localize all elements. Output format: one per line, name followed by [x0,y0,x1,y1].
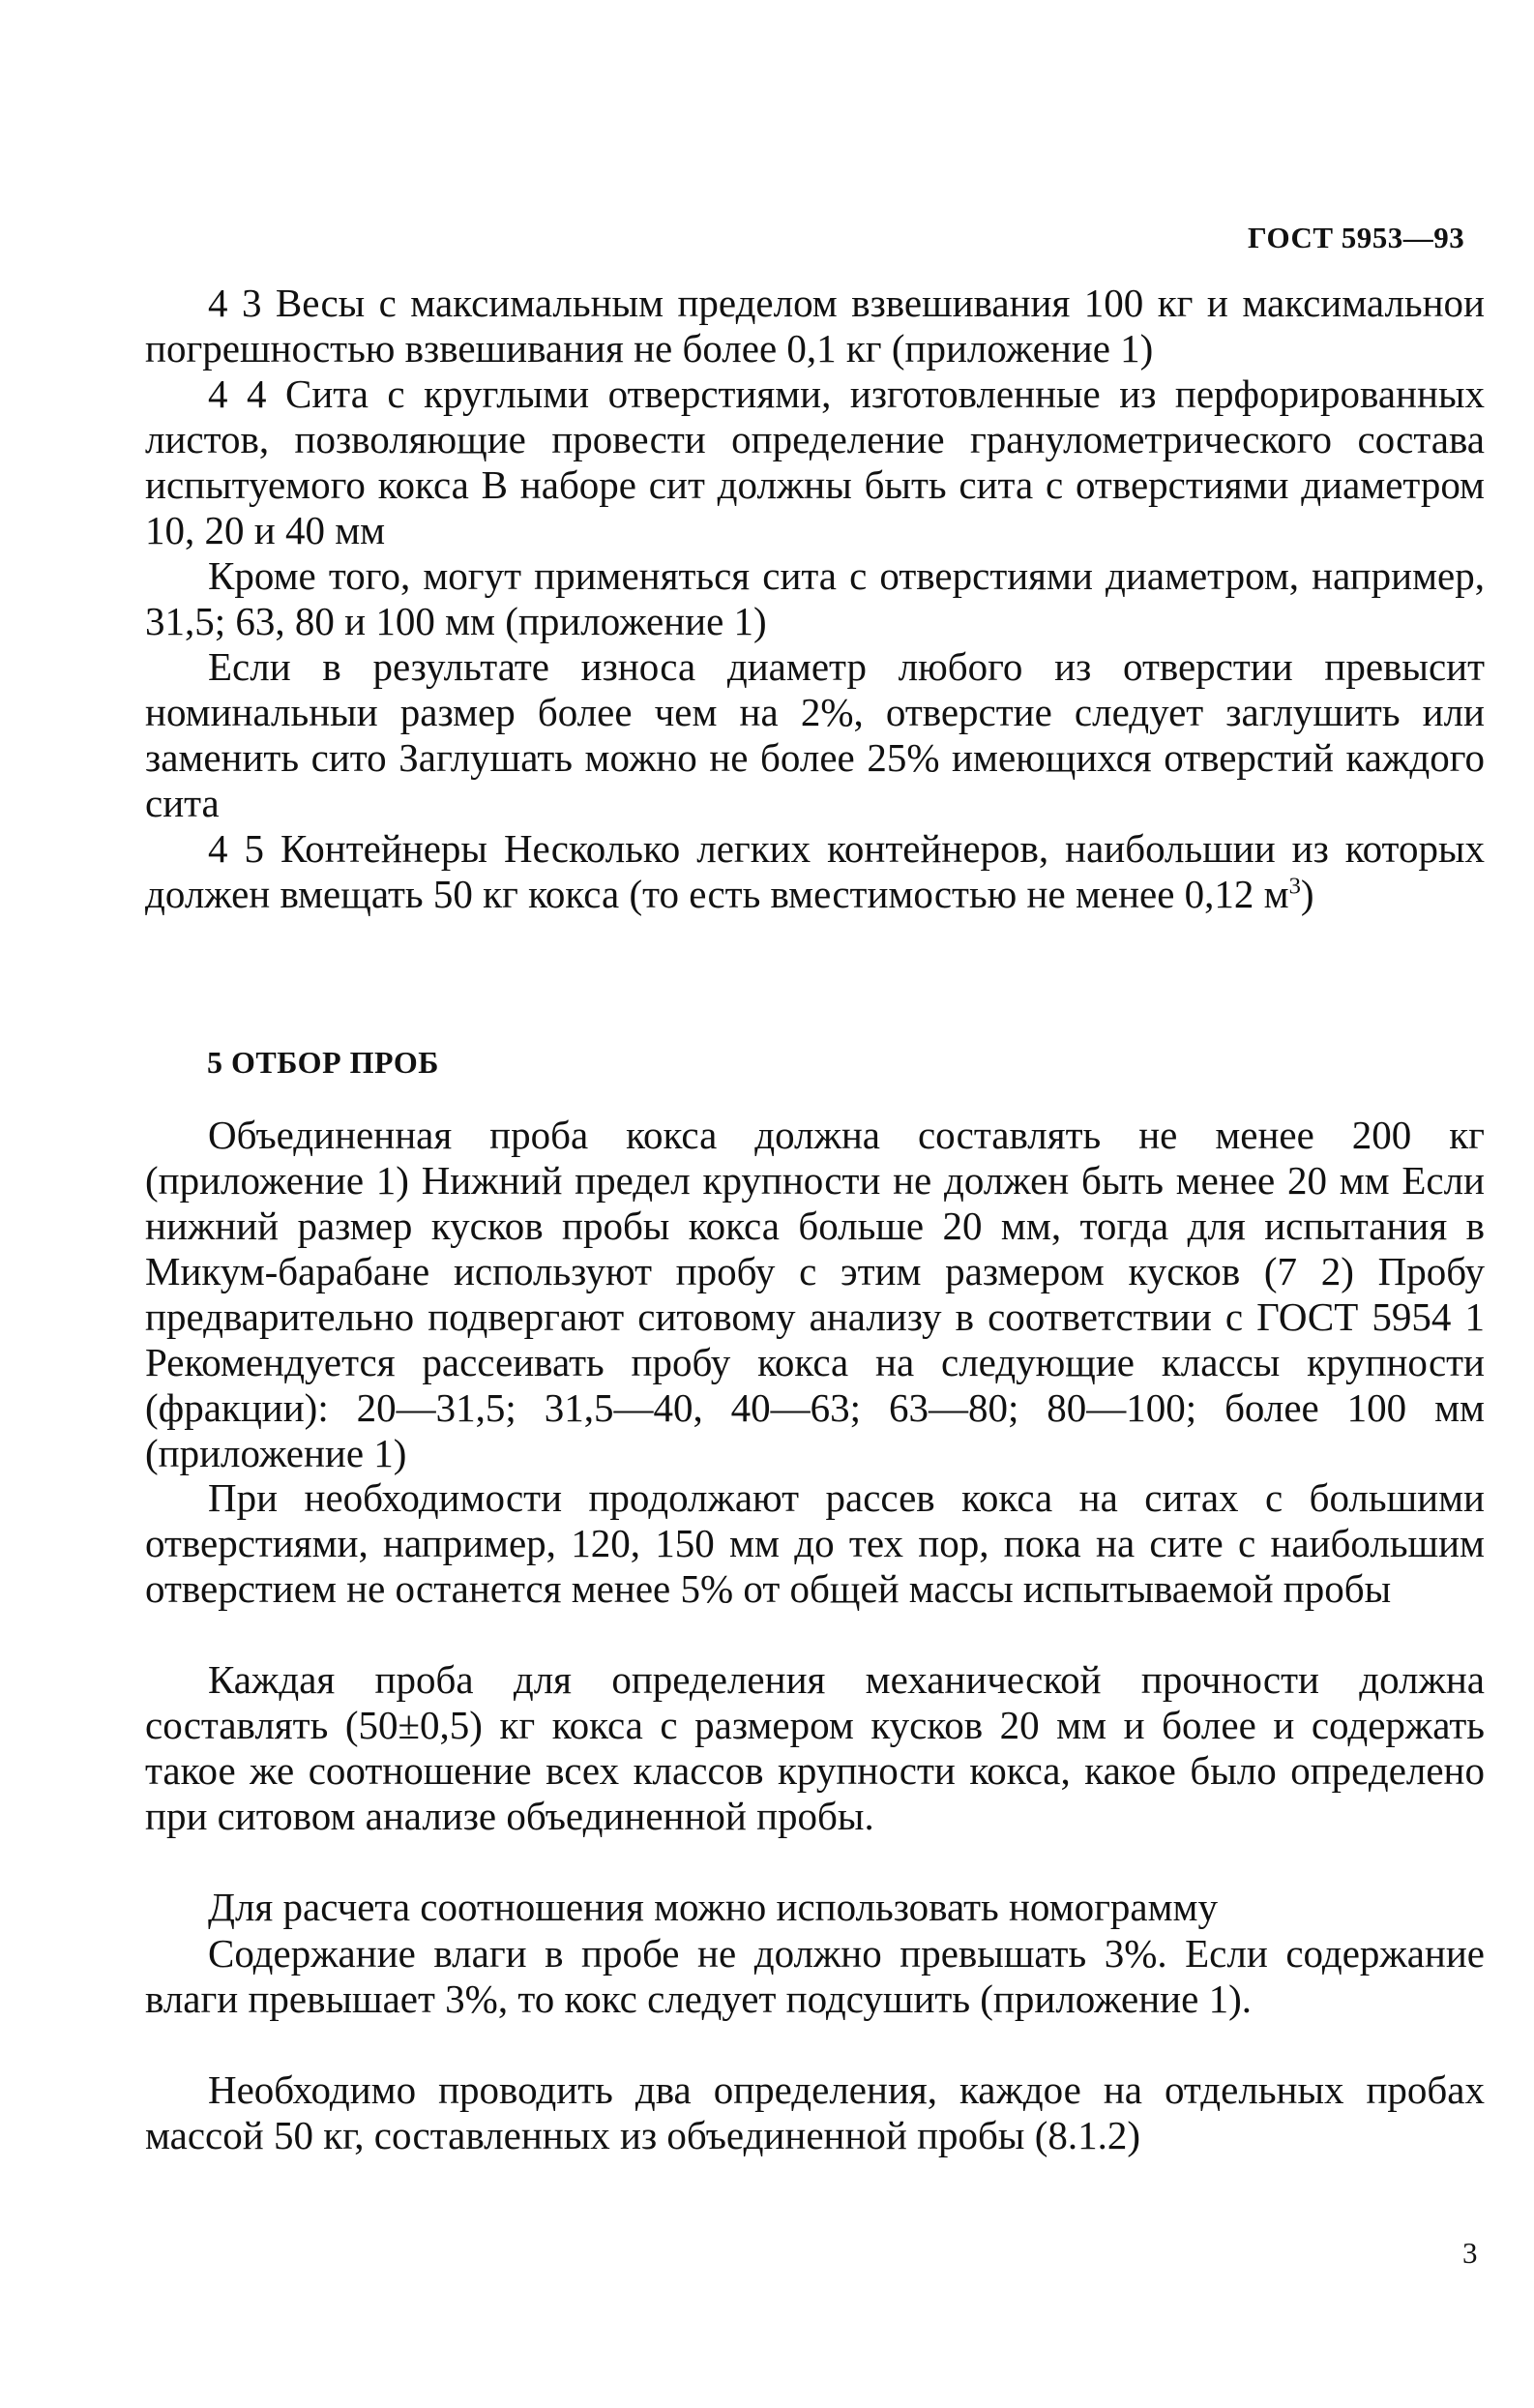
paragraph-4-4-additional-sieves: Кроме того, могут применяться сита с отверстиями диаметром, например, 31,5; 63, 80 и 100 мм (приложение 1) [145,553,1485,643]
paragraph-5-nomogram: Для расчета соотношения можно использовать номограмму [208,1885,1218,1929]
paragraph-4-5 [145,826,1485,917]
document-header: ГОСТ 5953—93 [1248,221,1465,254]
paragraph-4-3: 4 3 Весы с максимальным пределом взвешивания 100 кг и максимальнои погрешностью взвешивания не более 0,1 кг (приложение 1) [145,281,1485,371]
cubic-superscript: 3 [1288,873,1301,900]
paragraph-5-test-portion: Каждая проба для определения механической прочности должна составлять (50±0,5) кг кокса с размером кусков 20 мм и более и содержать такое же соотношение всех классов крупности кокса, какое было определено при ситовом анализе объединенной пробы. [145,1657,1485,1838]
paragraph-5-sieving: При необходимости продолжают рассев кокса на ситах с большими отверстиями, например, 120, 150 мм до тех пор, пока на сите с наибольшим отверстием не останется менее 5% от общей массы испытываемой пробы [145,1475,1485,1611]
paragraph-4-4-sieve-wear: Если в результате износа диаметр любого из отверстии превысит номинальныи размер более чем на 2%, отверстие следует заглушить или заменить сито Заглушать можно не более 25% имеющихся отверстий каждого сита [145,644,1485,825]
section-5-title: 5 ОТБОР ПРОБ [207,1045,439,1080]
paragraph-5-two-determinations: Необходимо проводить два определения, каждое на отдельных пробах массой 50 кг, составленных из объединенной пробы (8.1.2) [145,2067,1485,2157]
paragraph-5-combined-sample: Объединенная проба кокса должна составлять не менее 200 кг (приложение 1) Нижний предел крупности не должен быть менее 20 мм Если нижний размер кусков пробы кокса больше 20 мм, тогда для испытания в Микум-барабане используют пробу с этим размером кусков (7 2) Пробу предварительно подвергают ситовому анализу в соответствии с ГОСТ 5954 1 Рекомендуется рассеивать пробу кокса на следующие классы крупности (фракции): 20—31,5; 31,5—40, 40—63; 63—80; 80—100; более 100 мм (приложение 1) [145,1113,1485,1475]
paragraph-4-5-text: 4 5 Контейнеры Несколько легких контейнеров, наибольшии из которых должен вмещать 50 кг кокса (то есть вместимостью не менее 0,12 м [145,826,1485,916]
paragraph-4-4: 4 4 Сита с круглыми отверстиями, изготовленные из перфорированных листов, позволяющие провести определение гранулометрического состава испытуемого кокса В наборе сит должны быть сита с отверстиями диаметром 10, 20 и 40 мм [145,372,1485,552]
paragraph-4-5-closing: ) [1300,872,1314,916]
page-number: 3 [1462,2236,1478,2270]
paragraph-5-moisture: Содержание влаги в пробе не должно превышать 3%. Если содержание влаги превышает 3%, то кокс следует подсушить (приложение 1). [145,1931,1485,2021]
